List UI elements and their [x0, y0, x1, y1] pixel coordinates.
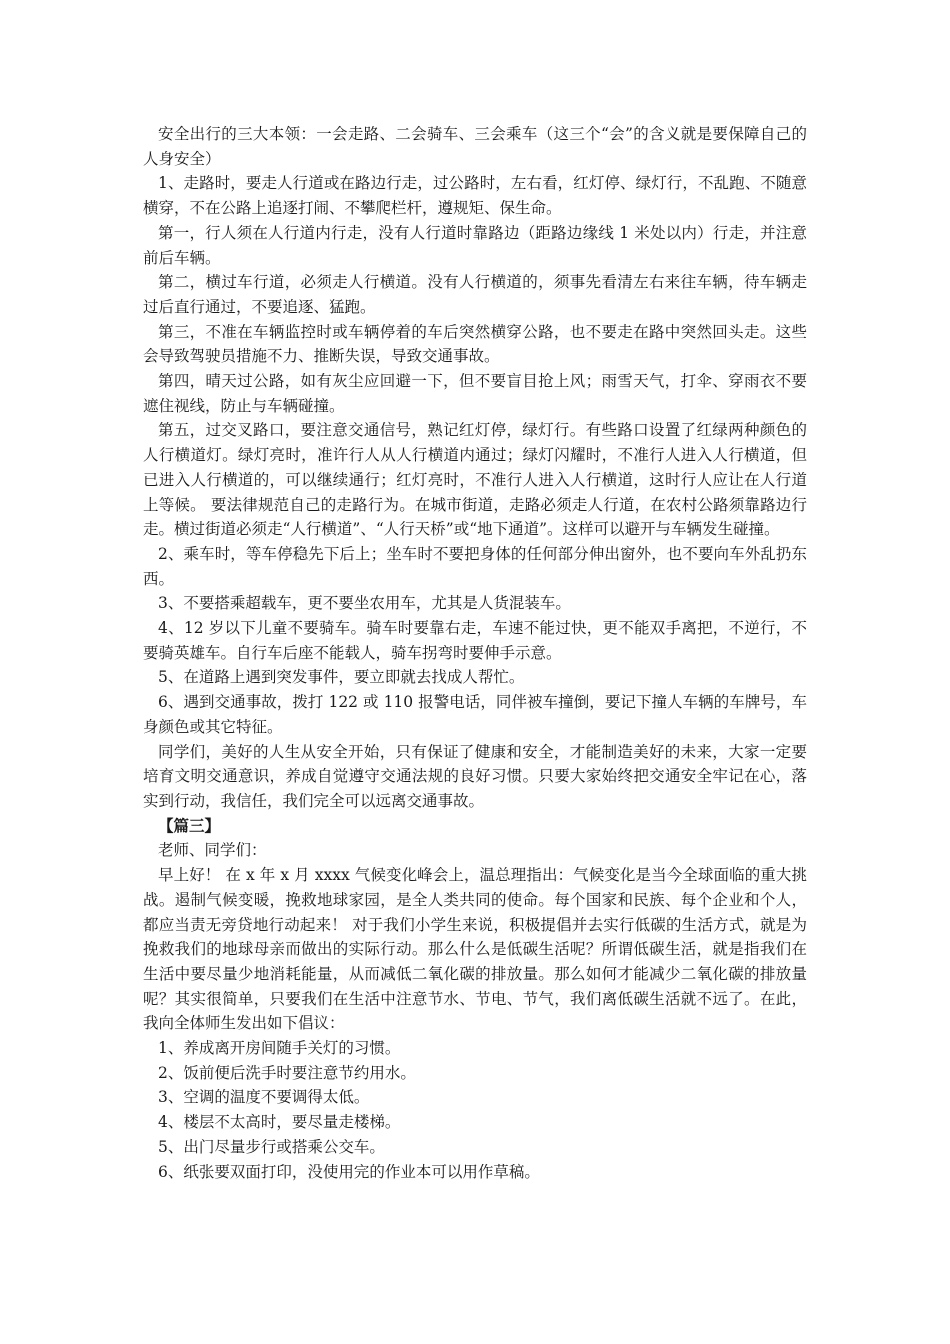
list-item-paper: 6、纸张要双面打印，没使用完的作业本可以用作草稿。 — [158, 1162, 540, 1181]
list-item-stairs: 4、楼层不太高时，要尽量走楼梯。 — [158, 1113, 401, 1132]
paragraph-low-carbon: 早上好！ 在 x 年 x 月 xxxx 气候变化峰会上，温总理指出：气候变化是当今全球面临的重大挑战。遏制气候变暖，挽救地球家园，是全人类共同的使命。每个国家和民族、每个企业和个人，都应当责无旁贷地行动起来！ 对于我们小学生来说，积极提倡并去实行低碳的生活方式，就是为挽救我们的地球母亲而做出的实际行动。那么什么是低碳生活呢？所谓低碳生活，就是指我们在生活中要尽量少地消耗能量，从而减低二氧化碳的排放量。那么如何才能减少二氧化碳的排放量呢？其实很简单，只要我们在生活中注意节水、节电、节气，我们离低碳生活就不远了。在此，我向全体师生发出如下倡议： — [143, 866, 807, 1033]
paragraph-cycling: 4、12 岁以下儿童不要骑车。骑车时要靠右走，车速不能过快，更不能双手离把，不逆行，不要骑英雄车。自行车后座不能载人，骑车拐弯时要伸手示意。 — [143, 619, 807, 662]
paragraph-conclusion: 同学们，美好的人生从安全开始，只有保证了健康和安全，才能制造美好的未来，大家一定要培育文明交通意识，养成自觉遵守交通法规的良好习惯。只要大家始终把交通安全牢记在心，落实到行动，我信任，我们完全可以远离交通事故。 — [143, 742, 807, 810]
document-body — [143, 122, 807, 1184]
paragraph-rule-3: 第三，不准在车辆监控时或车辆停着的车后突然横穿公路，也不要走在路中突然回头走。这些会导致驾驶员措施不力、推断失误，导致交通事故。 — [143, 322, 807, 366]
paragraph-accident: 6、遇到交通事故，拨打 122 或 110 报警电话，同伴被车撞倒，要记下撞人车辆的车牌号，车身颜色或其它特征。 — [143, 693, 807, 736]
paragraph-rule-4: 第四，晴天过公路，如有灰尘应回避一下，但不要盲目抢上风；雨雪天气，打伞、穿雨衣不要遮住视线，防止与车辆碰撞。 — [143, 372, 807, 415]
paragraph-walking: 1、走路时，要走人行道或在路边行走，过公路时，左右看，红灯停、绿灯行，不乱跑、不随意横穿，不在公路上追逐打闹、不攀爬栏杆，遵规矩、保生命。 — [143, 174, 807, 218]
paragraph-emergency: 5、在道路上遇到突发事件，要立即就去找成人帮忙。 — [158, 668, 525, 687]
paragraph-greeting: 老师、同学们： — [158, 841, 267, 860]
section-heading: 【篇三】 — [158, 815, 221, 835]
paragraph-intro: 安全出行的三大本领：一会走路、二会骑车、三会乘车（这三个“会”的含义就是要保障自己的人身安全） — [143, 125, 807, 168]
paragraph-overloaded: 3、不要搭乘超载车，更不要坐农用车，尤其是人货混装车。 — [158, 594, 571, 613]
list-item-water: 2、饭前便后洗手时要注意节约用水。 — [158, 1063, 416, 1082]
paragraph-rule-2: 第二，横过车行道，必须走人行横道。没有人行横道的，须事先看清左右来往车辆，待车辆走过后直行通过，不要追逐、猛跑。 — [143, 273, 807, 316]
list-item-transit: 5、出门尽量步行或搭乘公交车。 — [158, 1137, 385, 1156]
paragraph-rule-1: 第一，行人须在人行道内行走，没有人行道时靠路边（距路边缘线 1 米处以内）行走，并注意前后车辆。 — [143, 223, 807, 267]
paragraph-riding-bus: 2、乘车时，等车停稳先下后上；坐车时不要把身体的任何部分伸出窗外，也不要向车外乱扔东西。 — [143, 544, 807, 588]
list-item-ac: 3、空调的温度不要调得太低。 — [158, 1088, 370, 1107]
list-item-lights: 1、养成离开房间随手关灯的习惯。 — [158, 1039, 401, 1058]
paragraph-rule-5: 第五，过交叉路口，要注意交通信号，熟记红灯停，绿灯行。有些路口设置了红绿两种颜色的人行横道灯。绿灯亮时，准许行人从人行横道内通过；绿灯闪耀时，不准行人进入人行横道，但已进入人行横道的，可以继续通行；红灯亮时，不准行人进入人行横道，这时行人应让在人行道上等候。 要法律规范自己的走路行为。在城市街道，走路必须走人行道，在农村公路须靠路边行走。横过街道必须走“人行横道”、“人行天桥”或“地下通道”。这样可以避开与车辆发生碰撞。 — [143, 421, 807, 539]
